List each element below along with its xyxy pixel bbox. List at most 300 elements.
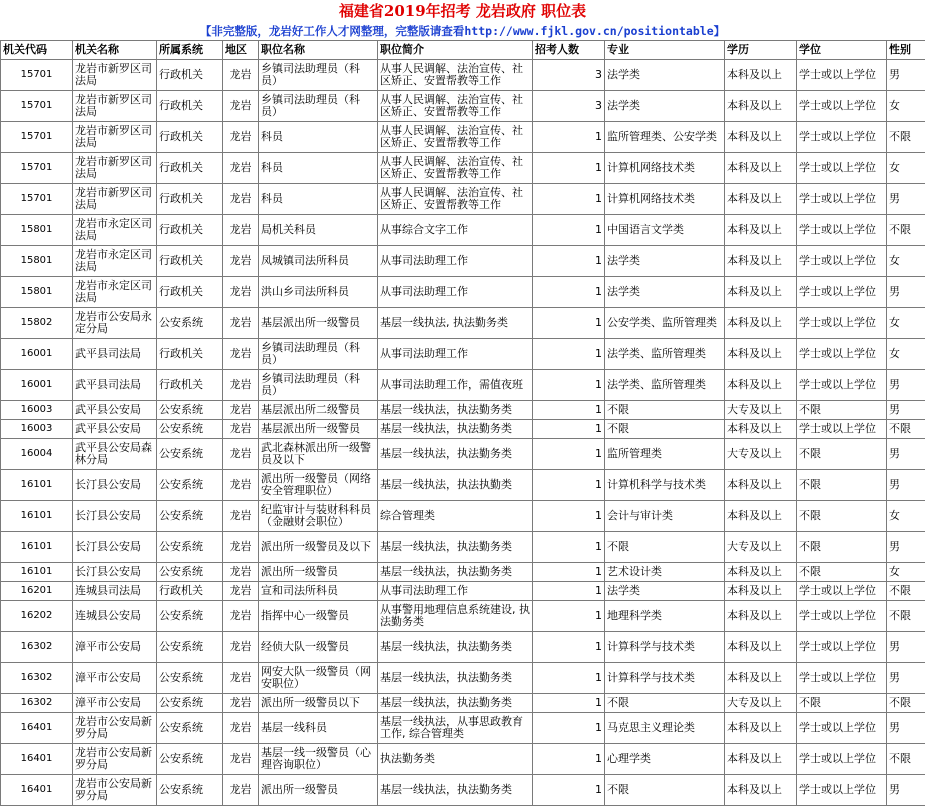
system-cell: 行政机关 — [157, 153, 223, 184]
major-cell: 公安学类、监所管理类 — [605, 308, 725, 339]
gender-cell: 男 — [887, 775, 925, 806]
region-cell: 龙岩 — [223, 601, 259, 632]
org-name-cell: 龙岩市永定区司法局 — [73, 277, 157, 308]
headcount-cell: 1 — [533, 420, 605, 439]
headcount-cell: 1 — [533, 215, 605, 246]
position-table — [0, 40, 925, 806]
gender-cell: 不限 — [887, 601, 925, 632]
region-cell: 龙岩 — [223, 122, 259, 153]
description-cell: 基层一线执法，执法执勤类 — [378, 470, 533, 501]
position-name-cell: 基层一线一级警员（心理咨询职位） — [259, 744, 378, 775]
headcount-cell: 1 — [533, 153, 605, 184]
degree-cell: 不限 — [797, 501, 887, 532]
position-name-cell: 乡镇司法助理员（科员） — [259, 339, 378, 370]
region-cell: 龙岩 — [223, 470, 259, 501]
degree-cell: 不限 — [797, 563, 887, 582]
description-cell: 基层一线执法，执法勤务类 — [378, 532, 533, 563]
gender-cell: 男 — [887, 277, 925, 308]
table-row — [1, 308, 925, 339]
degree-cell: 学士或以上学位 — [797, 632, 887, 663]
position-name-cell: 局机关科员 — [259, 215, 378, 246]
description-cell: 从事综合文字工作 — [378, 215, 533, 246]
code-cell: 16201 — [1, 582, 73, 601]
table-row — [1, 184, 925, 215]
headcount-cell: 1 — [533, 532, 605, 563]
major-cell: 计算机网络技术类 — [605, 153, 725, 184]
code-cell: 16101 — [1, 532, 73, 563]
system-cell: 行政机关 — [157, 582, 223, 601]
position-name-cell: 乡镇司法助理员（科员） — [259, 370, 378, 401]
position-name-cell: 乡镇司法助理员（科员） — [259, 91, 378, 122]
region-cell: 龙岩 — [223, 632, 259, 663]
org-name-cell: 武平县公安局森林分局 — [73, 439, 157, 470]
major-cell: 计算科学与技术类 — [605, 632, 725, 663]
major-cell: 不限 — [605, 401, 725, 420]
gender-cell: 男 — [887, 370, 925, 401]
region-cell: 龙岩 — [223, 501, 259, 532]
system-cell: 行政机关 — [157, 246, 223, 277]
code-cell: 15701 — [1, 184, 73, 215]
table-row — [1, 532, 925, 563]
description-cell: 基层一线执法，执法勤务类 — [378, 694, 533, 713]
position-name-cell: 洪山乡司法所科员 — [259, 277, 378, 308]
system-cell: 公安系统 — [157, 439, 223, 470]
code-cell: 16101 — [1, 563, 73, 582]
headcount-cell: 1 — [533, 582, 605, 601]
position-name-cell: 派出所一级警员 — [259, 775, 378, 806]
position-name-cell: 基层派出所一级警员 — [259, 308, 378, 339]
headcount-cell: 3 — [533, 91, 605, 122]
region-cell: 龙岩 — [223, 439, 259, 470]
table-row — [1, 215, 925, 246]
description-cell: 从事人民调解、法治宣传、社区矫正、安置帮教等工作 — [378, 122, 533, 153]
gender-cell: 不限 — [887, 582, 925, 601]
description-cell: 从事司法助理工作 — [378, 339, 533, 370]
region-cell: 龙岩 — [223, 775, 259, 806]
degree-cell: 不限 — [797, 401, 887, 420]
code-cell: 16302 — [1, 663, 73, 694]
degree-cell: 学士或以上学位 — [797, 601, 887, 632]
system-cell: 公安系统 — [157, 420, 223, 439]
position-name-cell: 派出所一级警员 — [259, 563, 378, 582]
position-name-cell: 派出所一级警员以下 — [259, 694, 378, 713]
code-cell: 15801 — [1, 277, 73, 308]
education-cell: 本科及以上 — [725, 370, 797, 401]
education-cell: 本科及以上 — [725, 632, 797, 663]
org-name-cell: 长汀县公安局 — [73, 563, 157, 582]
headcount-cell: 1 — [533, 632, 605, 663]
table-row — [1, 775, 925, 806]
headcount-cell: 1 — [533, 277, 605, 308]
education-cell: 大专及以上 — [725, 532, 797, 563]
headcount-cell: 1 — [533, 470, 605, 501]
region-cell: 龙岩 — [223, 401, 259, 420]
headcount-cell: 1 — [533, 401, 605, 420]
degree-cell: 学士或以上学位 — [797, 122, 887, 153]
gender-cell: 女 — [887, 501, 925, 532]
education-cell: 本科及以上 — [725, 420, 797, 439]
description-cell: 从事司法助理工作 — [378, 277, 533, 308]
description-cell: 从事司法助理工作 — [378, 582, 533, 601]
degree-cell: 不限 — [797, 439, 887, 470]
system-cell: 行政机关 — [157, 370, 223, 401]
region-cell: 龙岩 — [223, 744, 259, 775]
headcount-cell: 1 — [533, 339, 605, 370]
education-cell: 本科及以上 — [725, 582, 797, 601]
education-cell: 本科及以上 — [725, 246, 797, 277]
education-cell: 本科及以上 — [725, 501, 797, 532]
region-cell: 龙岩 — [223, 153, 259, 184]
major-cell: 会计与审计类 — [605, 501, 725, 532]
region-cell: 龙岩 — [223, 184, 259, 215]
degree-cell: 学士或以上学位 — [797, 215, 887, 246]
headcount-cell: 1 — [533, 744, 605, 775]
gender-cell: 女 — [887, 153, 925, 184]
education-cell: 大专及以上 — [725, 694, 797, 713]
header-cell: 学位 — [797, 41, 887, 60]
header-cell: 地区 — [223, 41, 259, 60]
degree-cell: 学士或以上学位 — [797, 582, 887, 601]
major-cell: 计算机科学与技术类 — [605, 470, 725, 501]
position-name-cell: 科员 — [259, 122, 378, 153]
degree-cell: 学士或以上学位 — [797, 663, 887, 694]
code-cell: 16401 — [1, 713, 73, 744]
code-cell: 16001 — [1, 370, 73, 401]
code-cell: 16101 — [1, 470, 73, 501]
description-cell: 从事司法助理工作，需值夜班 — [378, 370, 533, 401]
region-cell: 龙岩 — [223, 663, 259, 694]
code-cell: 16302 — [1, 694, 73, 713]
gender-cell: 男 — [887, 632, 925, 663]
org-name-cell: 龙岩市永定区司法局 — [73, 246, 157, 277]
gender-cell: 不限 — [887, 215, 925, 246]
org-name-cell: 连城县公安局 — [73, 601, 157, 632]
education-cell: 本科及以上 — [725, 663, 797, 694]
system-cell: 行政机关 — [157, 122, 223, 153]
education-cell: 本科及以上 — [725, 215, 797, 246]
code-cell: 15701 — [1, 153, 73, 184]
org-name-cell: 武平县司法局 — [73, 339, 157, 370]
position-name-cell: 经侦大队一级警员 — [259, 632, 378, 663]
major-cell: 中国语言文学类 — [605, 215, 725, 246]
header-cell: 专业 — [605, 41, 725, 60]
org-name-cell: 龙岩市公安局新罗分局 — [73, 744, 157, 775]
gender-cell: 男 — [887, 439, 925, 470]
org-name-cell: 漳平市公安局 — [73, 694, 157, 713]
code-cell: 15701 — [1, 60, 73, 91]
org-name-cell: 漳平市公安局 — [73, 632, 157, 663]
position-name-cell: 凤城镇司法所科员 — [259, 246, 378, 277]
description-cell: 综合管理类 — [378, 501, 533, 532]
table-row — [1, 246, 925, 277]
major-cell: 法学类 — [605, 277, 725, 308]
org-name-cell: 龙岩市新罗区司法局 — [73, 153, 157, 184]
gender-cell: 不限 — [887, 122, 925, 153]
major-cell: 艺术设计类 — [605, 563, 725, 582]
code-cell: 15801 — [1, 246, 73, 277]
education-cell: 本科及以上 — [725, 563, 797, 582]
degree-cell: 学士或以上学位 — [797, 370, 887, 401]
code-cell: 16003 — [1, 420, 73, 439]
degree-cell: 学士或以上学位 — [797, 91, 887, 122]
major-cell: 不限 — [605, 775, 725, 806]
system-cell: 公安系统 — [157, 632, 223, 663]
major-cell: 法学类 — [605, 91, 725, 122]
gender-cell: 男 — [887, 184, 925, 215]
org-name-cell: 武平县司法局 — [73, 370, 157, 401]
system-cell: 行政机关 — [157, 91, 223, 122]
degree-cell: 学士或以上学位 — [797, 60, 887, 91]
education-cell: 本科及以上 — [725, 308, 797, 339]
major-cell: 监所管理类、公安学类 — [605, 122, 725, 153]
headcount-cell: 1 — [533, 308, 605, 339]
gender-cell: 不限 — [887, 694, 925, 713]
degree-cell: 不限 — [797, 470, 887, 501]
code-cell: 15701 — [1, 122, 73, 153]
code-cell: 15701 — [1, 91, 73, 122]
headcount-cell: 1 — [533, 563, 605, 582]
header-cell: 机关名称 — [73, 41, 157, 60]
system-cell: 行政机关 — [157, 184, 223, 215]
table-header-row — [1, 41, 925, 60]
education-cell: 大专及以上 — [725, 401, 797, 420]
region-cell: 龙岩 — [223, 420, 259, 439]
degree-cell: 学士或以上学位 — [797, 153, 887, 184]
region-cell: 龙岩 — [223, 60, 259, 91]
position-name-cell: 基层一线科员 — [259, 713, 378, 744]
description-cell: 基层一线执法，执法勤务类 — [378, 439, 533, 470]
system-cell: 公安系统 — [157, 401, 223, 420]
code-cell: 16302 — [1, 632, 73, 663]
education-cell: 本科及以上 — [725, 601, 797, 632]
education-cell: 本科及以上 — [725, 775, 797, 806]
description-cell: 从事司法助理工作 — [378, 246, 533, 277]
degree-cell: 不限 — [797, 532, 887, 563]
header-cell: 性别 — [887, 41, 925, 60]
header-cell: 学历 — [725, 41, 797, 60]
degree-cell: 学士或以上学位 — [797, 184, 887, 215]
gender-cell: 男 — [887, 663, 925, 694]
region-cell: 龙岩 — [223, 215, 259, 246]
degree-cell: 学士或以上学位 — [797, 713, 887, 744]
description-cell: 从事人民调解、法治宣传、社区矫正、安置帮教等工作 — [378, 153, 533, 184]
org-name-cell: 长汀县公安局 — [73, 501, 157, 532]
position-name-cell: 派出所一级警员（网络安全管理职位） — [259, 470, 378, 501]
code-cell: 16401 — [1, 775, 73, 806]
education-cell: 本科及以上 — [725, 339, 797, 370]
org-name-cell: 武平县公安局 — [73, 401, 157, 420]
org-name-cell: 龙岩市新罗区司法局 — [73, 91, 157, 122]
major-cell: 法学类、监所管理类 — [605, 370, 725, 401]
position-name-cell: 指挥中心一级警员 — [259, 601, 378, 632]
headcount-cell: 3 — [533, 60, 605, 91]
description-cell: 从事警用地理信息系统建设, 执法勤务类 — [378, 601, 533, 632]
degree-cell: 学士或以上学位 — [797, 420, 887, 439]
system-cell: 公安系统 — [157, 694, 223, 713]
region-cell: 龙岩 — [223, 246, 259, 277]
education-cell: 大专及以上 — [725, 439, 797, 470]
headcount-cell: 1 — [533, 184, 605, 215]
org-name-cell: 漳平市公安局 — [73, 663, 157, 694]
gender-cell: 男 — [887, 401, 925, 420]
education-cell: 本科及以上 — [725, 713, 797, 744]
headcount-cell: 1 — [533, 246, 605, 277]
page-subtitle: 【非完整版，龙岩好工作人才网整理，完整版请查看http://www.fjkl.gov.cn/positiontable】 — [0, 22, 925, 40]
region-cell: 龙岩 — [223, 339, 259, 370]
major-cell: 马克思主义理论类 — [605, 713, 725, 744]
table-row — [1, 401, 925, 420]
org-name-cell: 龙岩市公安局新罗分局 — [73, 713, 157, 744]
code-cell: 16101 — [1, 501, 73, 532]
major-cell: 计算科学与技术类 — [605, 663, 725, 694]
header-cell: 职位名称 — [259, 41, 378, 60]
description-cell: 基层一线执法，执法勤务类 — [378, 563, 533, 582]
headcount-cell: 1 — [533, 370, 605, 401]
system-cell: 行政机关 — [157, 215, 223, 246]
table-row — [1, 153, 925, 184]
system-cell: 公安系统 — [157, 308, 223, 339]
major-cell: 法学类 — [605, 60, 725, 91]
table-row — [1, 663, 925, 694]
system-cell: 行政机关 — [157, 277, 223, 308]
system-cell: 公安系统 — [157, 563, 223, 582]
header-cell: 机关代码 — [1, 41, 73, 60]
table-body — [1, 60, 925, 806]
headcount-cell: 1 — [533, 775, 605, 806]
major-cell: 监所管理类 — [605, 439, 725, 470]
table-row — [1, 694, 925, 713]
gender-cell: 男 — [887, 532, 925, 563]
description-cell: 基层一线执法, 执法勤务类 — [378, 308, 533, 339]
table-row — [1, 744, 925, 775]
org-name-cell: 长汀县公安局 — [73, 532, 157, 563]
system-cell: 公安系统 — [157, 744, 223, 775]
code-cell: 15802 — [1, 308, 73, 339]
education-cell: 本科及以上 — [725, 122, 797, 153]
position-name-cell: 科员 — [259, 153, 378, 184]
region-cell: 龙岩 — [223, 694, 259, 713]
table-row — [1, 501, 925, 532]
major-cell: 法学类 — [605, 246, 725, 277]
description-cell: 基层一线执法，执法勤务类 — [378, 420, 533, 439]
table-row — [1, 277, 925, 308]
org-name-cell: 龙岩市新罗区司法局 — [73, 60, 157, 91]
gender-cell: 女 — [887, 339, 925, 370]
system-cell: 公安系统 — [157, 501, 223, 532]
code-cell: 16001 — [1, 339, 73, 370]
description-cell: 从事人民调解、法治宣传、社区矫正、安置帮教等工作 — [378, 91, 533, 122]
table-row — [1, 439, 925, 470]
system-cell: 行政机关 — [157, 339, 223, 370]
degree-cell: 学士或以上学位 — [797, 308, 887, 339]
major-cell: 不限 — [605, 532, 725, 563]
org-name-cell: 龙岩市公安局新罗分局 — [73, 775, 157, 806]
degree-cell: 学士或以上学位 — [797, 339, 887, 370]
headcount-cell: 1 — [533, 694, 605, 713]
org-name-cell: 龙岩市新罗区司法局 — [73, 184, 157, 215]
headcount-cell: 1 — [533, 122, 605, 153]
region-cell: 龙岩 — [223, 582, 259, 601]
system-cell: 公安系统 — [157, 532, 223, 563]
table-row — [1, 601, 925, 632]
education-cell: 本科及以上 — [725, 60, 797, 91]
org-name-cell: 连城县司法局 — [73, 582, 157, 601]
header-cell: 所属系统 — [157, 41, 223, 60]
major-cell: 心理学类 — [605, 744, 725, 775]
code-cell: 16202 — [1, 601, 73, 632]
page-title: 福建省2019年招考 龙岩政府 职位表 — [0, 0, 925, 22]
headcount-cell: 1 — [533, 501, 605, 532]
table-row — [1, 632, 925, 663]
education-cell: 本科及以上 — [725, 184, 797, 215]
degree-cell: 学士或以上学位 — [797, 744, 887, 775]
position-name-cell: 基层派出所一级警员 — [259, 420, 378, 439]
code-cell: 15801 — [1, 215, 73, 246]
header-cell: 职位简介 — [378, 41, 533, 60]
system-cell: 公安系统 — [157, 775, 223, 806]
table-row — [1, 91, 925, 122]
major-cell: 地理科学类 — [605, 601, 725, 632]
description-cell: 基层一线执法，执法勤务类 — [378, 401, 533, 420]
region-cell: 龙岩 — [223, 277, 259, 308]
table-row — [1, 582, 925, 601]
position-name-cell: 科员 — [259, 184, 378, 215]
gender-cell: 不限 — [887, 744, 925, 775]
region-cell: 龙岩 — [223, 563, 259, 582]
description-cell: 基层一线执法，从事思政教育工作, 综合管理类 — [378, 713, 533, 744]
position-name-cell: 宣和司法所科员 — [259, 582, 378, 601]
region-cell: 龙岩 — [223, 91, 259, 122]
gender-cell: 男 — [887, 470, 925, 501]
education-cell: 本科及以上 — [725, 153, 797, 184]
degree-cell: 不限 — [797, 694, 887, 713]
table-row — [1, 420, 925, 439]
major-cell: 法学类 — [605, 582, 725, 601]
description-cell: 从事人民调解、法治宣传、社区矫正、安置帮教等工作 — [378, 60, 533, 91]
table-row — [1, 339, 925, 370]
system-cell: 公安系统 — [157, 470, 223, 501]
region-cell: 龙岩 — [223, 370, 259, 401]
table-row — [1, 470, 925, 501]
code-cell: 16003 — [1, 401, 73, 420]
headcount-cell: 1 — [533, 713, 605, 744]
code-cell: 16004 — [1, 439, 73, 470]
headcount-cell: 1 — [533, 663, 605, 694]
headcount-cell: 1 — [533, 601, 605, 632]
education-cell: 本科及以上 — [725, 91, 797, 122]
region-cell: 龙岩 — [223, 308, 259, 339]
description-cell: 基层一线执法，执法勤务类 — [378, 632, 533, 663]
position-name-cell: 武北森林派出所一级警员及以下 — [259, 439, 378, 470]
position-name-cell: 纪监审计与装财科科员（金融财会职位） — [259, 501, 378, 532]
degree-cell: 学士或以上学位 — [797, 277, 887, 308]
org-name-cell: 长汀县公安局 — [73, 470, 157, 501]
education-cell: 本科及以上 — [725, 277, 797, 308]
education-cell: 本科及以上 — [725, 470, 797, 501]
gender-cell: 女 — [887, 246, 925, 277]
degree-cell: 学士或以上学位 — [797, 246, 887, 277]
major-cell: 计算机网络技术类 — [605, 184, 725, 215]
region-cell: 龙岩 — [223, 532, 259, 563]
position-name-cell: 乡镇司法助理员（科员） — [259, 60, 378, 91]
degree-cell: 学士或以上学位 — [797, 775, 887, 806]
headcount-cell: 1 — [533, 439, 605, 470]
org-name-cell: 龙岩市新罗区司法局 — [73, 122, 157, 153]
org-name-cell: 龙岩市公安局永定分局 — [73, 308, 157, 339]
header-cell: 招考人数 — [533, 41, 605, 60]
position-name-cell: 派出所一级警员及以下 — [259, 532, 378, 563]
region-cell: 龙岩 — [223, 713, 259, 744]
